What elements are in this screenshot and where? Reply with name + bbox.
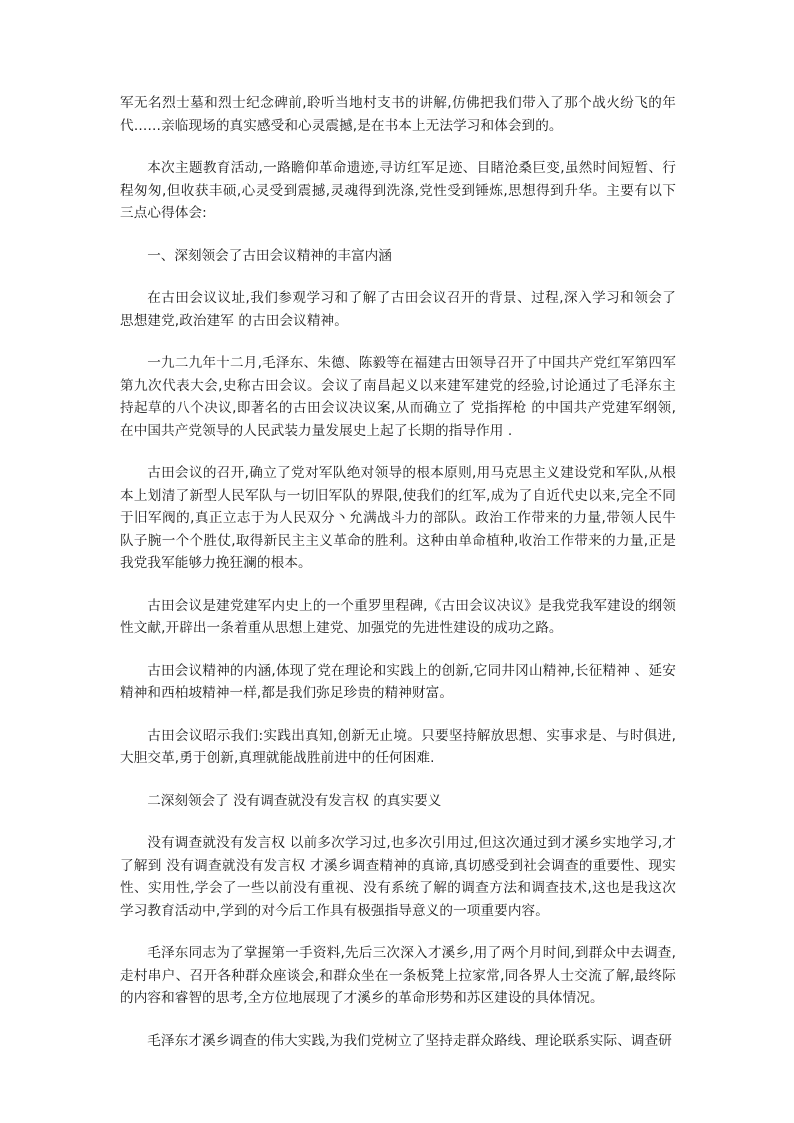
section-heading-1: 一、深刻领会了古田会议精神的丰富内涵 [147, 247, 392, 264]
section-heading-2: 二深刻领会了 没有调查就没有发言权 的真实要义 [147, 792, 442, 809]
paragraph-gutian-lesson: 古田会议昭示我们:实践出真知,创新无止境。只要坚持解放思想、实事求是、与时俱进,大胆交革,勇于创新,真理就能战胜前进中的任何困难. [120, 727, 676, 766]
paragraph-investigation: 没有调查就没有发言权 以前多次学习过,也多次引用过,但这次通过到才溪乡实地学习,才了解到 没有调查就没有发言权 才溪乡调查精神的真谛,真切感受到社会调查的重要性、现实性、实用性,学会了一些以前没有重视、没有系统了解的调查方法和调查技术,这也是我这次学习教育活动中,学到的对今后工作具有极强指导意义的一项重要内容。 [120, 835, 676, 919]
paragraph-mao-caixi: 毛泽东同志为了掌握第一手资料,先后三次深入才溪乡,用了两个月时间,到群众中去调查,走村串户、召开各种群众座谈会,和群众坐在一条板凳上拉家常,同各界人士交流了解,最终际的内容和睿智的思考,全方位地展现了才溪乡的革命形势和苏区建设的具体情况。 [120, 945, 676, 1006]
paragraph-gutian-milestone: 古田会议是建党建军内史上的一个重罗里程碑,《古田会议决议》是我党我军建设的纲领性文献,开辟出一条着重从思想上建党、加强党的先进性建设的成功之路。 [120, 597, 676, 636]
paragraph-mao-practice: 毛泽东才溪乡调查的伟大实践,为我们党树立了坚持走群众路线、理论联系实际、调查研 [147, 1032, 672, 1049]
document-page [120, 92, 676, 1072]
paragraph-gutian-significance: 古田会议的召开,确立了党对军队绝对领导的根本原则,用马克思主义建设党和军队,从根本上划清了新型人民军队与一切旧军队的界限,使我们的红军,成为了自近代史以来,完全不同于旧军阀的,真正立志于为人民双分丶允满战斗力的部队。政治工作带来的力量,带领人民牛队子腕一个个胜仗,取得新民主主义革命的胜利。这种由单命植种,收治工作带来的力量,正是我党我军能够力挽狂澜的根本。 [120, 465, 676, 571]
paragraph-intro-continued: 军无名烈士墓和烈士纪念碑前,聆听当地村支书的讲解,仿佛把我们带入了那个战火纷飞的年代……亲临现场的真实感受和心灵震撼,是在书本上无法学习和体会到的。 [120, 95, 676, 134]
paragraph-gutian-spirit: 古田会议精神的内涵,体现了党在理论和实践上的创新,它同井冈山精神,长征精神 、延安精神和西柏坡精神一样,都是我们弥足珍贵的精神财富。 [120, 662, 676, 701]
paragraph-gutian-site: 在古田会议议址,我们参观学习和了解了古田会议召开的背景、过程,深入学习和领会了思想建党,政治建军 的古田会议精神。 [120, 290, 676, 329]
paragraph-gutian-history: 一九二九年十二月,毛泽东、朱德、陈毅等在福建古田领导召开了中国共产党红军第四军第九次代表大会,史称古田会议。会议了南昌起义以来建军建党的经验,讨论通过了毛泽东主持起草的八个决议,即著名的古田会议决议案,从而确立了 党指挥枪 的中国共产党建军纲领,在中国共产党领导的人民武装力量发展史上起了长期的指导作用 . [120, 355, 676, 439]
paragraph-summary: 本次主题教育活动,一路瞻仰革命遗迹,寻访红军足迹、目睹沧桑巨变,虽然时间短暂、行程匆匆,但收获丰硕,心灵受到震撼,灵魂得到洗涤,党性受到锤炼,思想得到升华。主要有以下三点心得体会: [120, 160, 676, 221]
